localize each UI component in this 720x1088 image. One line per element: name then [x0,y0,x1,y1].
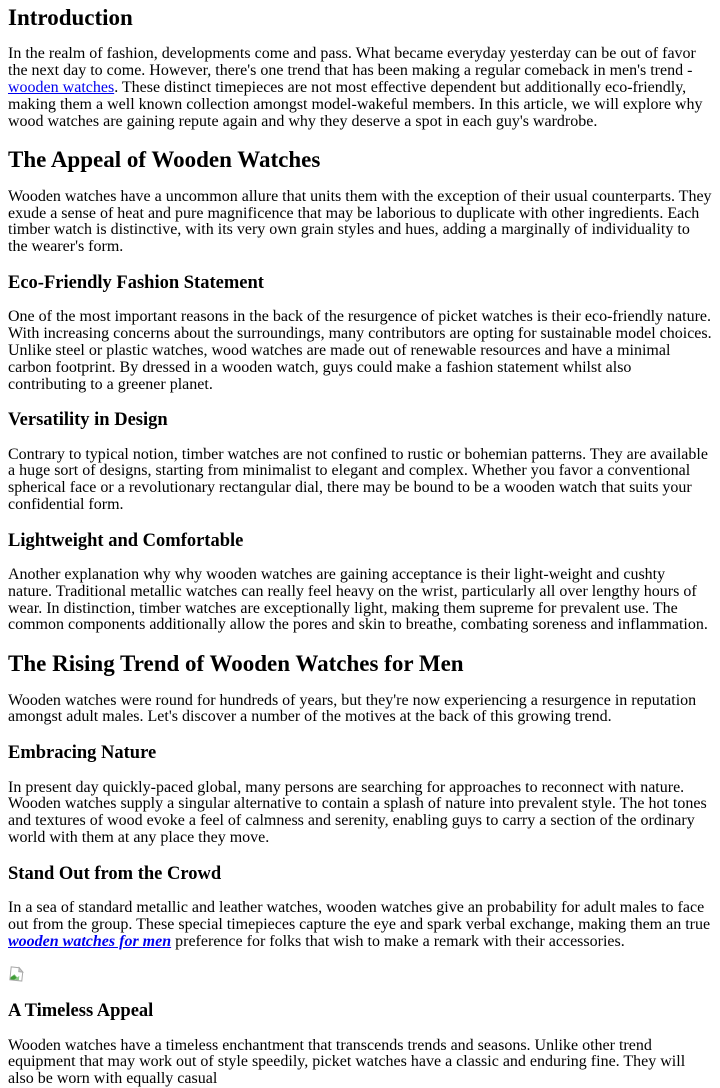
paragraph-rising-trend: Wooden watches were round for hundreds of years, but they're now experiencing a resurgence in reputation amongst adult males. Let's discover a number of the motives at the back of this growing trend. [8,691,697,726]
paragraph-appeal: Wooden watches have a uncommon allure that units them with the exception of their usual counterparts. They exude a sense of heat and pure magnificence that may be laborious to duplicate with other ingredients. Each timber watch is distinctive, with its very own grain styles and hues, adding a marginally of individuality to the wearer's form. [8,187,712,256]
heading-introduction: Introduction [8,5,133,30]
heading-lightweight: Lightweight and Comfortable [8,530,244,551]
paragraph-versatility: Contrary to typical notion, timber watches are not confined to rustic or bohemian patterns. They are available a huge sort of designs, starting from minimalist to elegant and complex. Whether you favor a conventional spherical face or a revolutionary rectangular dial, there may be bound to be a wooden watch that suits your confidential form. [8,445,708,513]
paragraph-text: . These distinct timepieces are not most effective dependent but additionally eco-friendly, making them a well known collection amongst model-wakeful members. In this article, we will explore why wood watches are gaining repute again and why they deserve a spot in each guy's wardrobe. [8,79,703,130]
paragraph-embracing-nature: In present day quickly-paced global, many persons are searching for approaches to reconnect with nature. Wooden watches supply a singular alternative to contain a splash of nature into prevalent style. The hot tones and textures of wood evoke a feel of calmness and serenity, enabling guys to carry a section of the ordinary world with them at any place they move. [8,778,707,846]
heading-versatility: Versatility in Design [8,410,168,431]
heading-rising-trend: The Rising Trend of Wooden Watches for Men [8,651,464,677]
article-body [0,5,720,1088]
wooden-watches-for-men-link[interactable]: wooden watches for men [8,932,172,950]
page [0,5,720,1088]
paragraph-stand-out [8,900,712,950]
paragraph-text: In a sea of standard metallic and leather watches, wooden watches give an probability for adult males to face out from the group. These special timepieces capture the eye and spark verbal exchange, making them an true [8,898,711,933]
paragraph-text: preference for folks that wish to make a remark with their accessories. [171,932,625,950]
wooden-watches-link[interactable]: wooden watches [8,79,115,97]
paragraph-eco-friendly: One of the most important reasons in the back of the resurgence of picket watches is their eco-friendly nature. With increasing concerns about the surroundings, many contributors are opting for sustainable model choices. Unlike steel or plastic watches, wood watches are made out of renewable resources and have a minimal carbon footprint. By dressed in a wooden watch, guys could make a fashion statement whilst also contributing to a greener planet. [8,308,712,393]
broken-image-icon [8,965,26,984]
paragraph-introduction [8,46,712,130]
paragraph-lightweight: Another explanation why why wooden watches are gaining acceptance is their light-weight and cushty nature. Traditional metallic watches can really feel heavy on the wrist, particularly all over lengthy hours of wear. In distinction, timber watches are exceptionally light, making them supreme for prevalent use. The common components additionally allow the pores and skin to breathe, combating soreness and inflammation. [8,566,708,634]
paragraph-timeless: Wooden watches have a timeless enchantment that transcends trends and seasons. Unlike other trend equipment that may work out of style speedily, picket watches have a classic and enduring fine. They will also be worn with equally casual [8,1036,686,1088]
paragraph-text: In the realm of fashion, developments come and pass. What became everyday yesterday can be out of favor the next day to come. However, there's one trend that has been making a regular comeback in men's trend - [8,45,696,80]
image-placeholder-paragraph [8,965,712,984]
heading-eco-friendly: Eco-Friendly Fashion Statement [8,273,264,294]
heading-stand-out: Stand Out from the Crowd [8,863,222,884]
heading-appeal: The Appeal of Wooden Watches [8,147,321,173]
heading-timeless: A Timeless Appeal [8,1001,154,1022]
heading-embracing-nature: Embracing Nature [8,743,157,764]
